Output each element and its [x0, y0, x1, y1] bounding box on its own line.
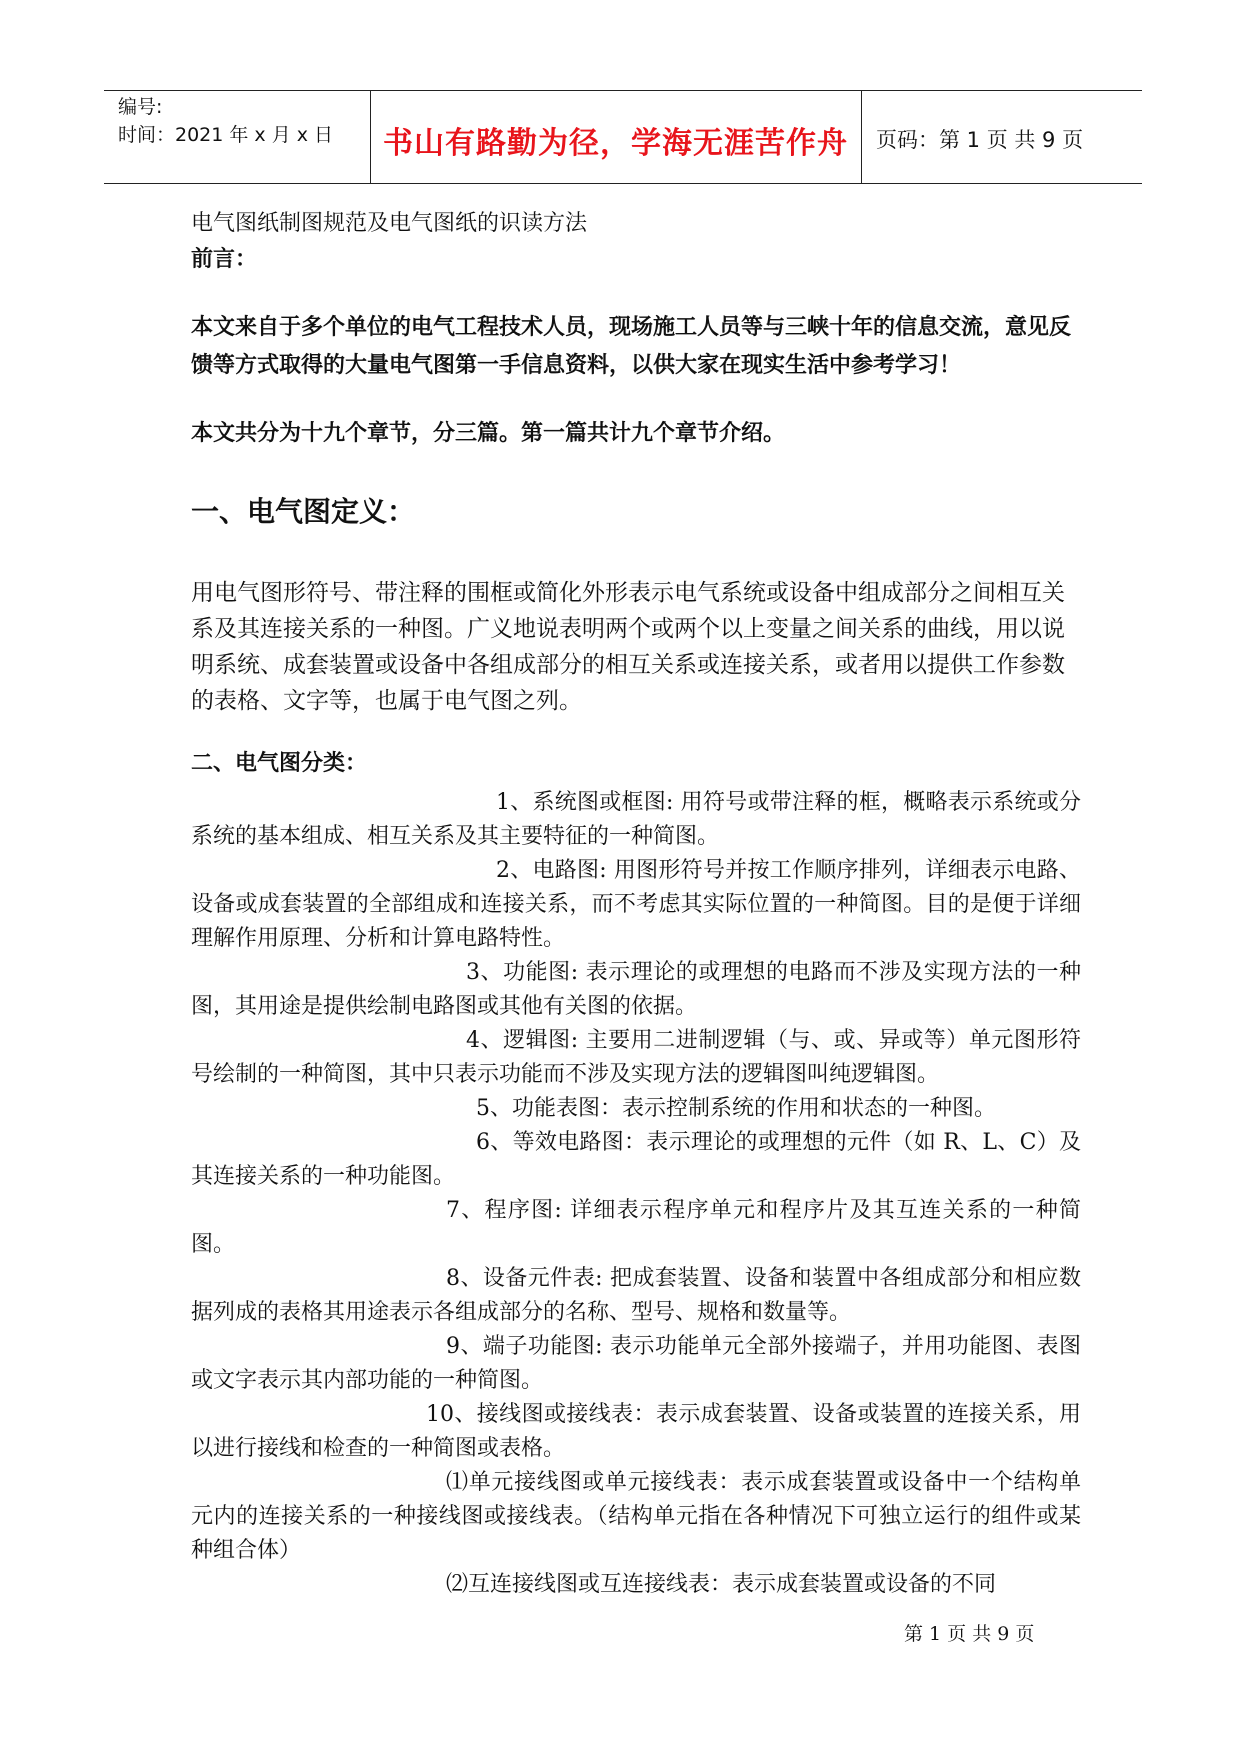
list-item: 8、设备元件表: 把成套装置、设备和装置中各组成部分和相应数据列成的表格其用途表示各组成部分的名称、型号、规格和数量等。 [191, 1266, 1081, 1325]
list-item: 9、端子功能图: 表示功能单元全部外接端子，并用功能图、表图或文字表示其内部功能的一种简图。 [191, 1334, 1081, 1393]
preface-paragraph-1: 本文来自于多个单位的电气工程技术人员，现场施工人员等与三峡十年的信息交流，意见反馈等方式取得的大量电气图第一手信息资料，以供大家在现实生活中参考学习！ [191, 315, 1072, 378]
list-item: 2、电路图: 用图形符号并按工作顺序排列，详细表示电路、设备或成套装置的全部组成和连接关系，而不考虑其实际位置的一种简图。目的是便于详细理解作用原理、分析和计算电路特性。 [191, 858, 1081, 951]
section-1-body: 用电气图形符号、带注释的围框或简化外形表示电气系统或设备中组成部分之间相互关系及其连接关系的一种图。广义地说表明两个或两个以上变量之间关系的曲线，用以说明系统、成套装置或设备中各组成部分的相互关系或连接关系，或者用以提供工作参数的表格、文字等，也属于电气图之列。 [191, 580, 1065, 714]
list-item: 3、功能图: 表示理论的或理想的电路而不涉及实现方法的一种图，其用途是提供绘制电路图或其他有关图的依据。 [191, 960, 1081, 1019]
document-number-label: 编号: [118, 96, 163, 118]
header-page-indicator: 页码：第 1 页 共 9 页 [876, 128, 1084, 152]
header-top-rule [104, 90, 1142, 91]
list-item: 10、接线图或接线表：表示成套装置、设备或装置的连接关系，用以进行接线和检查的一种简图或表格。 [191, 1402, 1081, 1461]
preface-label: 前言： [191, 247, 258, 272]
document-time-label: 时间：2021 年 x 月 x 日 [118, 124, 334, 146]
classification-list [191, 786, 1081, 1602]
list-item: ⑵互连接线图或互连接线表：表示成套装置或设备的不同 [446, 1572, 997, 1597]
preface-paragraph-2: 本文共分为十九个章节，分三篇。第一篇共计九个章节介绍。 [191, 421, 786, 446]
list-item: 5、功能表图：表示控制系统的作用和状态的一种图。 [476, 1096, 996, 1121]
list-item: 7、程序图: 详细表示程序单元和程序片及其互连关系的一种简图。 [191, 1198, 1081, 1257]
list-item: 1、系统图或框图: 用符号或带注释的框，概略表示系统或分系统的基本组成、相互关系及其主要特征的一种简图。 [191, 790, 1081, 849]
list-item: 6、等效电路图：表示理论的或理想的元件（如 R、L、C）及其连接关系的一种功能图。 [191, 1130, 1081, 1189]
header-divider-right [861, 90, 862, 183]
section-2-heading: 二、电气图分类： [191, 751, 368, 776]
list-item: ⑴单元接线图或单元接线表：表示成套装置或设备中一个结构单元内的连接关系的一种接线图或接线表。（结构单元指在各种情况下可独立运行的组件或某种组合体） [191, 1470, 1081, 1563]
page-footer: 第 1 页 共 9 页 [904, 1623, 1035, 1645]
document-title: 电气图纸制图规范及电气图纸的识读方法 [191, 211, 588, 236]
section-1-heading: 一、电气图定义： [191, 495, 416, 528]
document-body [191, 207, 1081, 1602]
header-bottom-rule [104, 183, 1142, 184]
header-meta [118, 93, 368, 149]
list-item: 4、逻辑图: 主要用二进制逻辑（与、或、异或等）单元图形符号绘制的一种简图，其中只表示功能而不涉及实现方法的逻辑图叫纯逻辑图。 [191, 1028, 1081, 1087]
header-motto: 书山有路勤为径，学海无涯苦作舟 [383, 126, 848, 161]
